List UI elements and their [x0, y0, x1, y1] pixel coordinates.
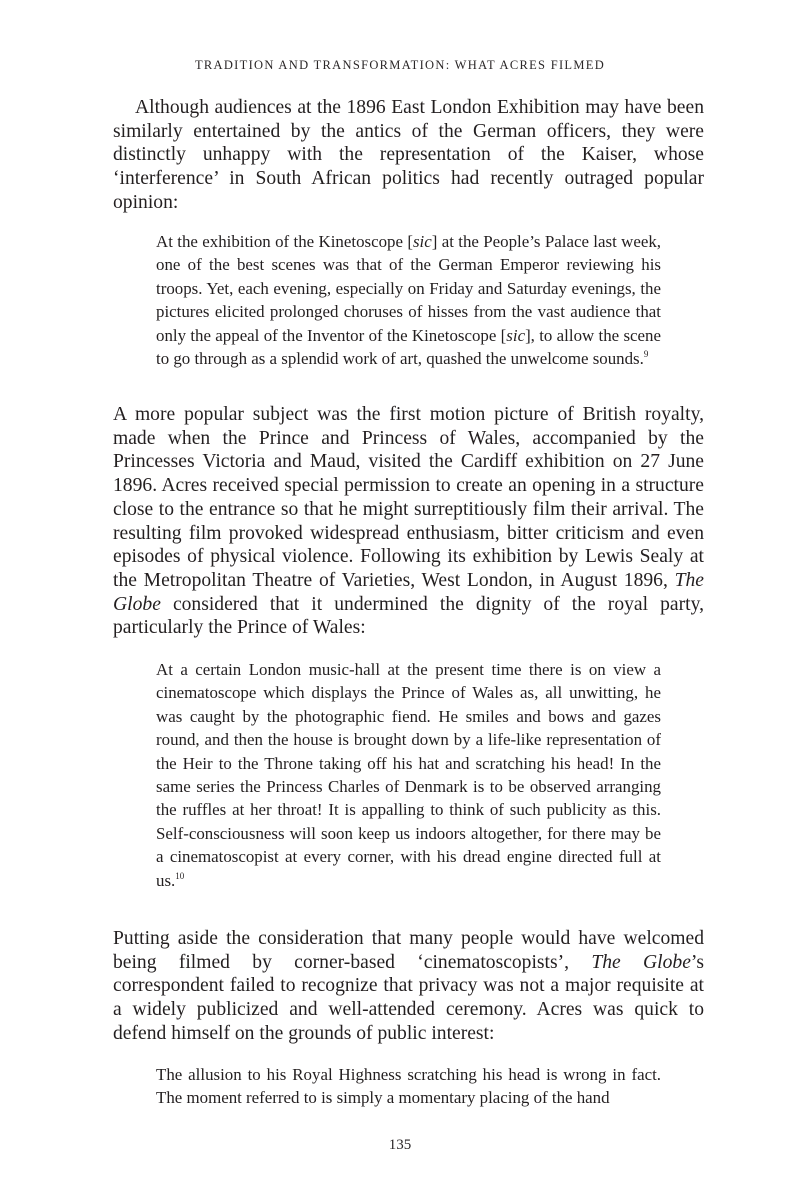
page-number: 135: [388, 1137, 412, 1153]
paragraph-text: ’s correspondent failed to recognize that privacy was not a major requisite at a widely publicized and well-attended ceremony. Acres was quick to defend himself on the grounds of public interest:: [113, 951, 704, 1044]
publication-title: The Globe: [113, 569, 704, 615]
quote-text: ], to allow the scene to go through as a splendid work of art, quashed the unwelcome sounds.: [156, 325, 661, 369]
block-quote-1: [156, 230, 661, 370]
block-quote-3: [156, 1063, 661, 1110]
paragraph-text: considered that it undermined the dignity of the royal party, particularly the Prince of Wales:: [113, 593, 704, 639]
footnote-marker-9[interactable]: 9: [643, 349, 649, 360]
paragraph-2: [113, 403, 704, 640]
quote-text: At the exhibition of the Kinetoscope [: [156, 232, 413, 251]
paragraph-text: A more popular subject was the first motion picture of British royalty, made when the Prince and Princess of Wales, accompanied by the Princesses Victoria and Maud, visited the Cardiff exhibition on 27 June 1896. Acres received special permission to create an opening in a structure close to the entrance so that he might surreptitiously film their arrival. The resulting film provoked widespread enthusiasm, bitter criticism and even episodes of physical violence. Following its exhibition by Lewis Sealy at the Metropolitan Theatre of Varieties, West London, in August 1896,: [113, 404, 704, 591]
publication-title: The Globe: [591, 951, 691, 973]
quote-text: The allusion to his Royal Highness scratching his head is wrong in fact. The moment referred to is simply a momentary placing of the hand: [156, 1065, 661, 1108]
sic-italic: sic: [412, 232, 432, 251]
paragraph-1: [113, 96, 704, 215]
paragraph-text: Putting aside the consideration that many people would have welcomed being filmed by corner-based ‘cinematoscopists’,: [113, 928, 704, 973]
running-head: TRADITION AND TRANSFORMATION: WHAT ACRES FILMED: [194, 58, 606, 72]
sic-italic: sic: [506, 325, 526, 345]
footnote-marker-10[interactable]: 10: [175, 870, 185, 881]
quote-text: ] at the People’s Palace last week, one of the best scenes was that of the German Emperor reviewing his troops. Yet, each evening, especially on Friday and Saturday evenings, the pictures elicited prolonged choruses of hisses from the vast audience that only the appeal of the Inventor of the Kinetoscope [: [156, 232, 661, 345]
quote-text: At a certain London music-hall at the present time there is on view a cinematoscope which displays the Prince of Wales as, all unwitting, he was caught by the photographic fiend. He smiles and bows and gazes round, and then the house is brought down by a life-like representation of the Heir to the Throne taking off his hat and scratching his head! In the same series the Princess Charles of Denmark is to be observed arranging the ruffles at her throat! It is appalling to think of such publicity as this. Self-consciousness will soon keep us indoors altogether, for there may be a cinematoscopist at every corner, with his dread engine directed full at us.: [156, 660, 661, 890]
paragraph-3: [113, 927, 704, 1046]
paragraph-1-text: Although audiences at the 1896 East London Exhibition may have been similarly entertained by the antics of the German officers, they were distinctly unhappy with the representation of the Kaiser, whose ‘interference’ in South African politics had recently outraged popular opinion:: [113, 97, 704, 213]
block-quote-2: [156, 658, 661, 892]
